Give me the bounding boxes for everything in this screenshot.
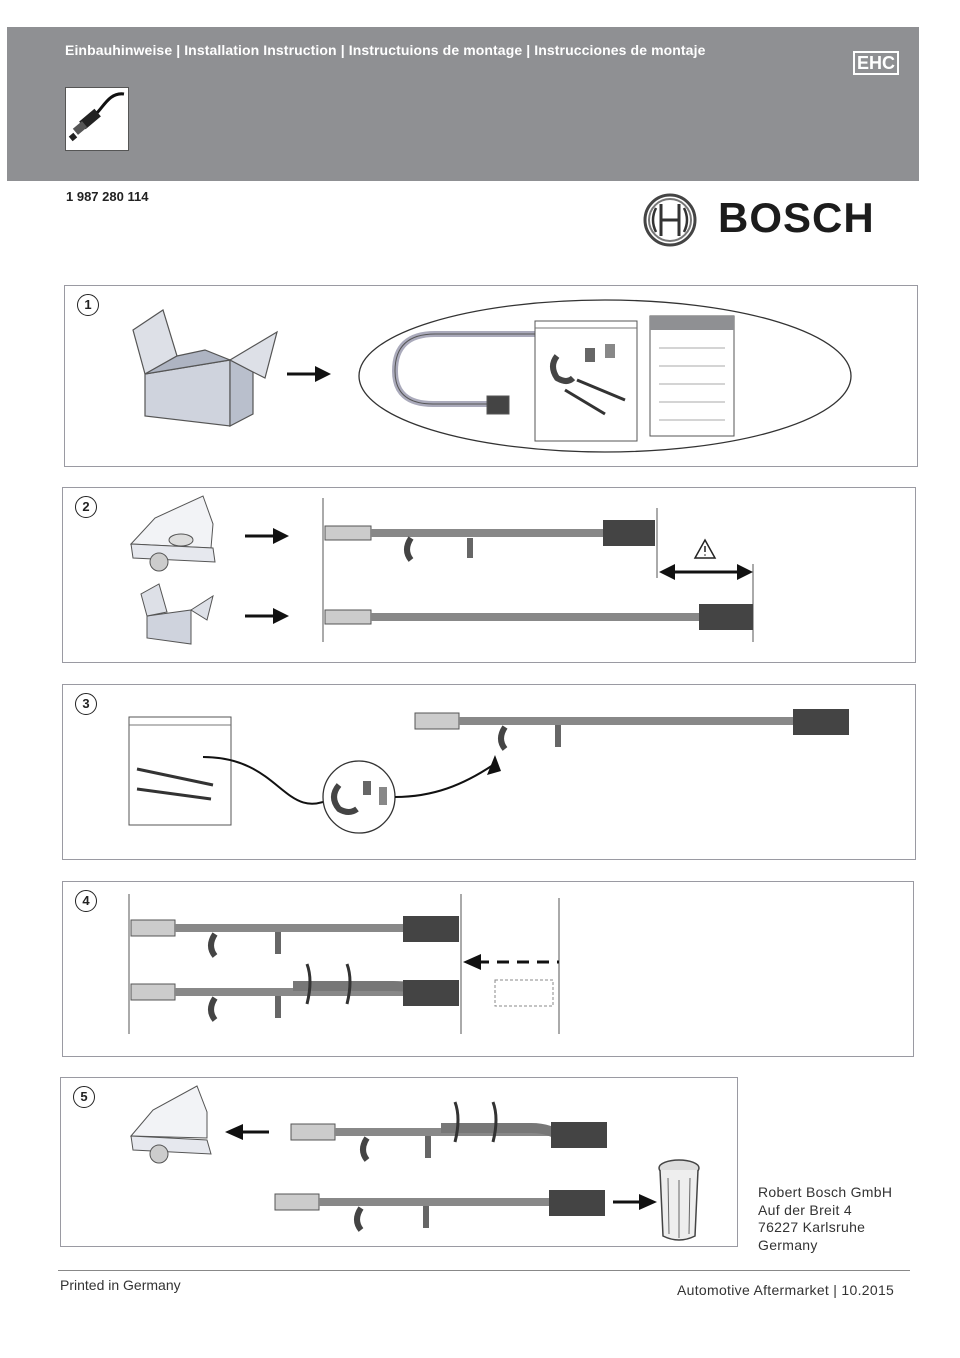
step-number: 1 bbox=[77, 294, 99, 316]
open-box-icon bbox=[133, 310, 277, 426]
manufacturer-address bbox=[758, 1184, 892, 1254]
step-2-illustration bbox=[63, 488, 915, 662]
street: Auf der Breit 4 bbox=[758, 1201, 852, 1218]
division-date: Automotive Aftermarket | 10.2015 bbox=[677, 1282, 895, 1298]
bosch-armature-icon bbox=[642, 192, 698, 248]
step-number: 5 bbox=[73, 1086, 95, 1108]
sensor-cable-top bbox=[131, 916, 459, 956]
oxygen-sensor-cable-icon bbox=[395, 328, 557, 414]
step-5-illustration bbox=[61, 1078, 737, 1246]
trash-bin-icon bbox=[654, 1156, 704, 1246]
arrow-right-icon bbox=[245, 528, 289, 544]
eac-certification-mark: EHC bbox=[853, 51, 899, 75]
arrow-left-icon bbox=[225, 1124, 269, 1140]
step-4-illustration bbox=[63, 882, 913, 1056]
footer-divider bbox=[58, 1270, 910, 1271]
part-number: 1 987 280 114 bbox=[66, 189, 149, 204]
country: Germany bbox=[758, 1236, 818, 1253]
car-open-hood-icon bbox=[131, 1086, 211, 1163]
printed-in: Printed in Germany bbox=[60, 1277, 181, 1293]
bosch-logo bbox=[642, 192, 882, 248]
step-number: 4 bbox=[75, 890, 97, 912]
dashed-arrow-left-icon bbox=[463, 954, 559, 970]
step-number: 3 bbox=[75, 693, 97, 715]
step-5-panel bbox=[60, 1077, 738, 1247]
sensor-cable-shortened bbox=[131, 964, 553, 1020]
step-1-panel bbox=[64, 285, 918, 467]
replacement-sensor-cable bbox=[325, 604, 753, 630]
step-3-illustration bbox=[63, 685, 915, 859]
arrow-up-right-icon bbox=[487, 755, 501, 775]
open-box-icon bbox=[141, 584, 213, 644]
company-name: Robert Bosch GmbH bbox=[758, 1184, 893, 1200]
step-4-panel bbox=[62, 881, 914, 1057]
oxygen-sensor-icon bbox=[65, 87, 129, 151]
step-number: 2 bbox=[75, 496, 97, 518]
header-band bbox=[7, 27, 919, 181]
old-sensor-removed bbox=[275, 1190, 605, 1230]
car-open-hood-icon bbox=[131, 496, 215, 571]
sensor-cable-with-clips bbox=[415, 709, 849, 749]
original-sensor-cable bbox=[325, 520, 655, 560]
step-1-illustration bbox=[65, 286, 917, 466]
city: 76227 Karlsruhe bbox=[758, 1219, 866, 1235]
step-2-panel bbox=[62, 487, 916, 663]
step-3-panel bbox=[62, 684, 916, 860]
arrow-right-icon bbox=[245, 608, 289, 624]
new-sensor-installed bbox=[291, 1102, 607, 1160]
arrow-right-icon bbox=[287, 366, 331, 382]
bosch-wordmark: BOSCH bbox=[718, 194, 875, 241]
arrow-right-icon bbox=[613, 1194, 657, 1210]
double-arrow-icon bbox=[659, 564, 753, 580]
instruction-leaflet-icon bbox=[650, 316, 734, 436]
clips-bag-icon bbox=[535, 321, 637, 441]
header-title: Einbauhinweise | Installation Instruction | Instructuions de montage | Instrucciones de montaje bbox=[65, 42, 706, 58]
warning-triangle-icon bbox=[695, 540, 715, 558]
clips-bag-icon bbox=[129, 717, 231, 825]
